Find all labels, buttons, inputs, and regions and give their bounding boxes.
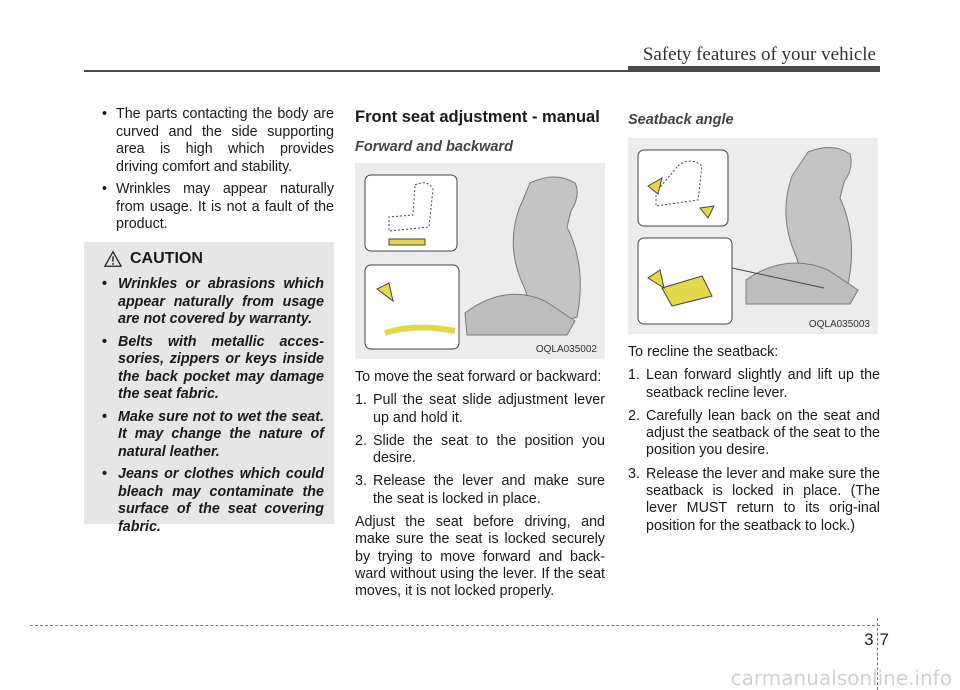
step-number: 1.	[355, 392, 367, 409]
step-number: 2.	[355, 432, 367, 449]
middle-column	[355, 108, 605, 601]
page-number	[864, 630, 895, 650]
seatback-illustration	[628, 138, 878, 334]
intro-text: To recline the seatback:	[628, 344, 779, 360]
step-text: Release the lever and make sure the seatback is locked in place. (The lever MUST return to its orig-inal position for the seatback to lock.)	[646, 465, 880, 534]
subsection-title: Seatback angle	[628, 112, 734, 128]
page-index: 7	[879, 630, 895, 649]
step-number: 1.	[628, 367, 640, 384]
intro-text: To move the seat forward or backward:	[355, 369, 602, 385]
left-column	[94, 106, 334, 239]
step-number: 3.	[628, 465, 640, 482]
step-item	[355, 433, 605, 468]
subsection-title: Forward and backward	[355, 139, 513, 155]
step-number: 3.	[355, 473, 367, 490]
step-item	[355, 473, 605, 508]
caution-title: CAUTION	[130, 250, 203, 267]
header-rule-accent	[628, 66, 880, 72]
step-item	[628, 367, 880, 402]
seat-slide-figure	[355, 163, 605, 359]
caution-item: • Belts with metallic acces-sories, zippers or keys inside the back pocket may damage the seat fabric.	[98, 334, 324, 404]
step-text: Release the lever and make sure the seat is locked in place.	[373, 473, 605, 507]
caution-item: • Make sure not to wet the seat. It may change the nature of natural leather.	[98, 409, 324, 462]
steps-list	[628, 367, 880, 535]
caution-list	[98, 276, 324, 541]
footer-rule	[30, 625, 880, 626]
caution-item: • Wrinkles or abrasions which appear naturally from usage are not covered by warranty.	[98, 276, 324, 329]
header-title: Safety features of your vehicle	[642, 44, 876, 65]
step-item	[628, 466, 880, 535]
caution-item: • Jeans or clothes which could bleach may contaminate the surface of the seat covering fabric.	[98, 466, 324, 536]
step-number: 2.	[628, 407, 640, 424]
figure-code: OQLA035002	[535, 344, 597, 355]
watermark: carmanualsonline.info	[730, 666, 952, 690]
note-text: Adjust the seat before driving, and make sure the seat is locked securely by trying to move forward and back-ward without using the lever. If the seat moves, it is not locked properly.	[355, 514, 605, 600]
seatback-figure	[628, 138, 878, 334]
step-text: Carefully lean back on the seat and adjust the seatback of the seat to the position you desire.	[646, 407, 880, 459]
figure-code: OQLA035003	[808, 319, 870, 330]
bullet-item: • The parts contacting the body are curved and the side supporting area is high which provides driving comfort and stability.	[94, 106, 334, 176]
chapter-number: 3	[864, 630, 880, 649]
step-item	[355, 392, 605, 427]
step-text: Lean forward slightly and lift up the seatback recline lever.	[646, 367, 880, 401]
bullet-item: • Wrinkles may appear naturally from usage. It is not a fault of the product.	[94, 181, 334, 234]
seat-slide-illustration	[355, 163, 605, 359]
step-item	[628, 408, 880, 460]
caution-box	[84, 242, 334, 535]
section-title: Front seat adjustment - manual	[355, 108, 600, 126]
caution-header	[104, 250, 203, 268]
step-text: Pull the seat slide adjustment lever up and hold it.	[373, 392, 605, 426]
warning-triangle-icon	[104, 250, 122, 268]
right-column	[628, 108, 880, 541]
step-text: Slide the seat to the position you desire.	[373, 432, 605, 467]
steps-list	[355, 392, 605, 508]
